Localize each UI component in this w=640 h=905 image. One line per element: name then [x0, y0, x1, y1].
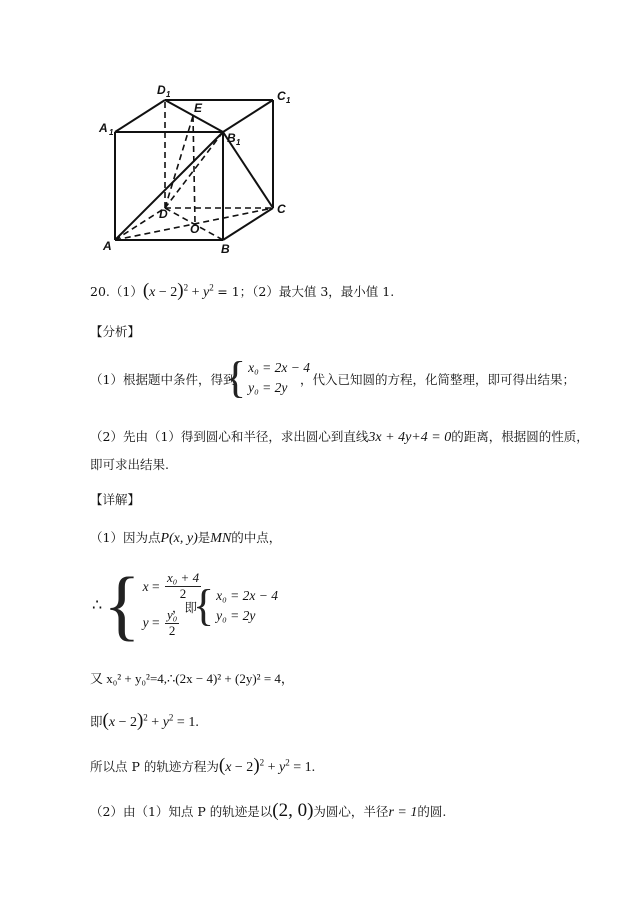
detail-l4-eq: = 1.	[176, 715, 199, 730]
line-equation: 3x + 4y+4 = 0	[368, 430, 452, 445]
edge-A1-D1	[115, 100, 165, 132]
edge-B1-C1	[223, 100, 273, 132]
label-D1: D	[157, 83, 166, 97]
analysis-sys-row2: y₀ = 2y	[248, 380, 288, 395]
detail-sys-row2: y₀ = 2y	[216, 608, 256, 623]
detail-sys-row1: x₀ = 2x − 4	[216, 588, 279, 603]
detail-l6	[90, 800, 446, 822]
label-A1: A	[99, 121, 108, 135]
circle-center: (2, 0)	[272, 800, 314, 821]
label-B: B	[221, 242, 230, 256]
analysis-heading: 【分析】	[90, 324, 141, 339]
detail-l1	[90, 528, 281, 547]
label-A1-sub: 1	[109, 128, 114, 137]
detail-l4-pre: 即	[90, 714, 103, 729]
detail-l1-pre: （1）因为点	[90, 530, 161, 545]
frac1-num: x₀ + 4	[167, 570, 200, 586]
detail-l3: 又 x₀² + y₀²=4,∴(2x − 4)² + (2y)² = 4，	[90, 671, 294, 686]
label-B1: B	[227, 131, 236, 145]
detail-l5-pre: 所以点 P 的轨迹方程为	[90, 759, 219, 774]
label-C1-sub: 1	[286, 96, 291, 105]
detail-l5-eq: = 1.	[293, 760, 316, 775]
analysis-p1-pre: （1）根据题中条件，得到	[90, 372, 236, 387]
analysis-p1	[90, 370, 235, 388]
analysis-p2-pre: （2）先由（1）得到圆心和半径，求出圆心到直线	[90, 429, 369, 444]
detail-l5: 所以点 P 的轨迹方程为$(x - 2)^2 + y^2 = 1$.	[90, 755, 316, 776]
radius: r = 1	[388, 805, 418, 820]
detail-system: { x₀ = 2x − 4 y₀ = 2y	[193, 581, 279, 630]
segment-A-B1	[115, 132, 223, 240]
frac1-den: 2	[179, 586, 187, 602]
frac2-den: 2	[168, 622, 176, 638]
label-O: O	[190, 222, 200, 236]
analysis-p1-post: ，代入已知圆的方程，化简整理，即可得出结果；	[300, 372, 576, 387]
detail-system-frac: ∴ { x = $\frac{\text{x₀ + 4}}{2}$ y = $\frac{\text{y₀}}{2}$	[92, 561, 200, 648]
analysis-p2	[90, 427, 589, 446]
detail-l6-pre: （2）由（1）知点 P 的轨迹是以	[90, 804, 273, 819]
segment-E-D	[165, 116, 193, 208]
detail-heading: 【详解】	[90, 492, 141, 507]
detail-l6-post: 的圆.	[417, 804, 447, 819]
cube-diagram	[95, 80, 305, 265]
therefore-symbol: ∴	[92, 597, 103, 614]
detail-l1-mid: 是	[197, 530, 211, 545]
label-D: D	[159, 207, 168, 221]
label-D1-sub: 1	[166, 90, 171, 99]
answer-prefix: 20.（1）	[90, 284, 143, 299]
analysis-sys-row1: x₀ = 2x − 4	[248, 360, 311, 375]
cube-figure	[95, 80, 305, 265]
label-A: A	[103, 239, 112, 253]
analysis-system: { x₀ = 2x − 4 y₀ = 2y	[225, 353, 311, 402]
label-C1: C	[277, 89, 286, 103]
point-P: P(x, y)	[160, 531, 198, 546]
detail-ji: ，即	[172, 600, 198, 615]
circle-eq: $(x - 2)^2 + y^2$	[142, 280, 214, 301]
label-E: E	[194, 101, 203, 115]
label-B1-sub: 1	[236, 138, 241, 147]
detail-l4: 即$(x - 2)^2 + y^2 = 1$.	[90, 710, 199, 731]
detail-l6-mid: 为圆心，半径	[313, 804, 389, 819]
label-C: C	[277, 202, 286, 216]
analysis-p2-post: 的距离，根据圆的性质，	[451, 429, 589, 444]
frac2-num: y₀	[167, 607, 178, 622]
answer-rest: = 1；（2）最大值 3，最小值 1.	[217, 284, 395, 299]
answer-20	[90, 280, 394, 302]
segment-MN: MN	[210, 531, 232, 546]
analysis-p2-line2: 即可求出结果.	[90, 457, 169, 472]
detail-l1-post: 的中点，	[231, 530, 282, 545]
